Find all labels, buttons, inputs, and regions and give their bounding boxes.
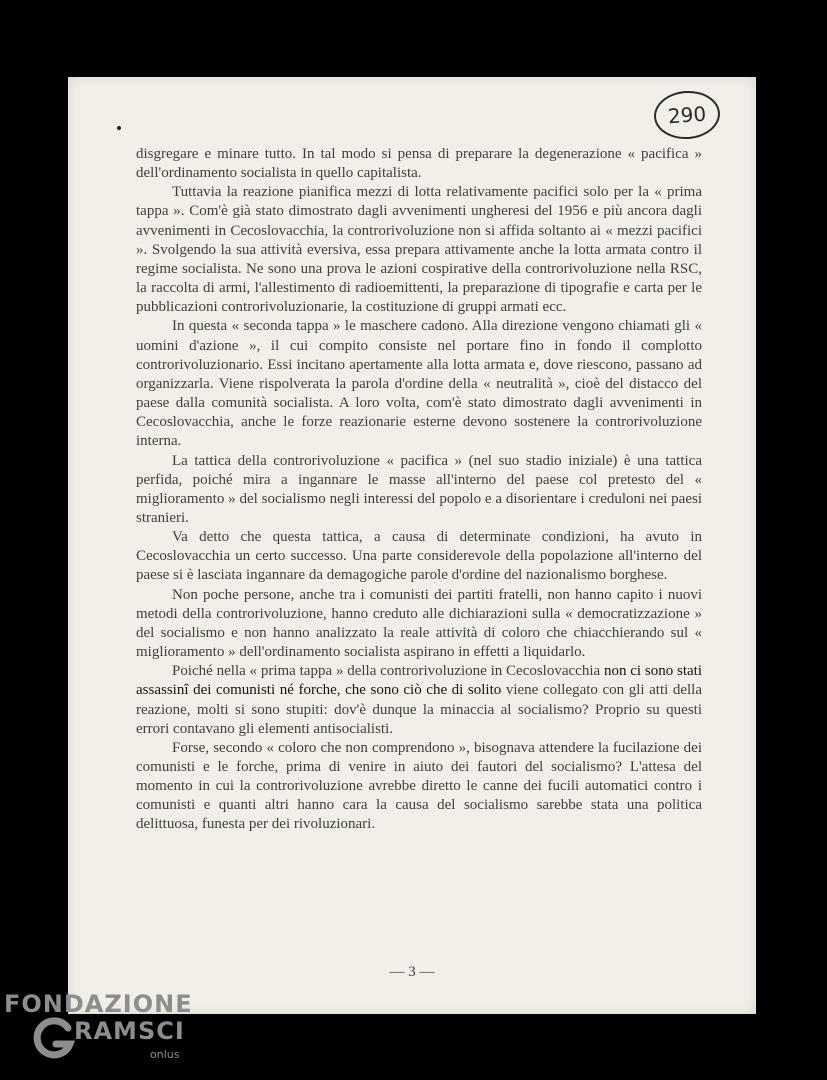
paragraph-segment: viene collegato con gli atti della reazione, molti si sono stupiti: dov'è dunque la minaccia al socialismo? Proprio su questi errori contavano gli elementi antisocialisti.: [136, 682, 702, 737]
paragraph-segment-dark: non ci sono stati assassinî dei comunisti né forche, che sono ciò che di solito: [136, 663, 702, 699]
paragraph: [136, 662, 702, 739]
logo-text-line1: FONDAZIONE: [4, 990, 193, 1018]
ink-mark: [116, 125, 121, 130]
paragraph-segment: Poiché nella « prima tappa » della controrivoluzione in Cecoslovacchia: [172, 663, 604, 680]
paragraph: Tuttavia la reazione pianifica mezzi di lotta relativamente pacifici solo per la « prima tappa ». Com'è già stato dimostrato dagli avvenimenti ungheresi del 1956 e più ancora dagli avvenimenti in Cecoslovacchia, la controrivoluzione non si affida soltanto ai « mezzi pacifici ». Svolgendo la sua attività eversiva, essa prepara attivamente anche la lotta armata contro il regime socialista. Ne sono una prova le azioni cospirative della controrivoluzione nella RSC, la raccolta di armi, l'allestimento di radioemittenti, la preparazione di tipografie e carta per le pubblicazioni controrivoluzionarie, la costituzione di gruppi armati ecc.: [136, 184, 702, 316]
paragraph: Non poche persone, anche tra i comunisti dei partiti fratelli, non hanno capito i nuovi metodi della controrivoluzione, hanno creduto alle dichiarazioni sulla « democratizzazione » del socialismo e non hanno analizzato la reale attività di coloro che chiacchierando sul « miglioramento » dell'ordinamento socialista aspirano in effetti a liquidarlo.: [136, 586, 702, 661]
paragraph: disgregare e minare tutto. In tal modo si pensa di preparare la degenerazione « pacifica » dell'ordinamento socialista in quello capitalista.: [136, 146, 702, 182]
logo-text-line2: RAMSCI: [74, 1017, 185, 1045]
page-stamp: [652, 89, 721, 141]
document-page: [68, 77, 756, 1014]
foundation-logo: [4, 988, 204, 1080]
body-text: [136, 145, 702, 835]
logo-subtitle: onlus: [150, 1048, 180, 1061]
logo-g-icon: [30, 1014, 78, 1062]
paragraph: Forse, secondo « coloro che non comprendono », bisognava attendere la fucilazione dei comunisti e le forche, prima di venire in aiuto dei fautori del socialismo? L'attesa del momento in cui la controrivoluzione avrebbe diretto le canne dei fucili automatici contro i comunisti e quanti altri hanno cara la causa del socialismo sarebbe stata una politica delittuosa, funesta per dei rivoluzionari.: [136, 739, 702, 833]
paragraph: Va detto che questa tattica, a causa di determinate condizioni, ha avuto in Cecoslovacchia un certo successo. Una parte considerevole della popolazione all'interno del paese si è lasciata ingannare da demagogiche parole d'ordine del nazionalismo borghese.: [136, 529, 702, 584]
paragraph: La tattica della controrivoluzione « pacifica » (nel suo stadio iniziale) è una tattica perfida, poiché mira a ingannare le masse all'interno del paese col pretesto del « miglioramento » del socialismo negli interessi del popolo e a disorientare i creduloni nei paesi stranieri.: [136, 452, 702, 526]
paragraph: In questa « seconda tappa » le maschere cadono. Alla direzione vengono chiamati gli « uomini d'azione », il cui compito consiste nel portare fino in fondo il complotto controrivoluzionario. Essi incitano apertamente alla lotta armata e, dove riescono, passano ad organizzarla. Viene rispolverata la parola d'ordine della « neutralità », cioè del distacco del paese dalla comunità socialista. A loro volta, com'è stato dimostrato dagli avvenimenti in Cecoslovacchia, anche le forze reazionarie esterne devono sostenere la controrivoluzione interna.: [136, 318, 702, 450]
stamp-number: 290: [667, 101, 707, 129]
page-number: — 3 —: [389, 964, 435, 980]
